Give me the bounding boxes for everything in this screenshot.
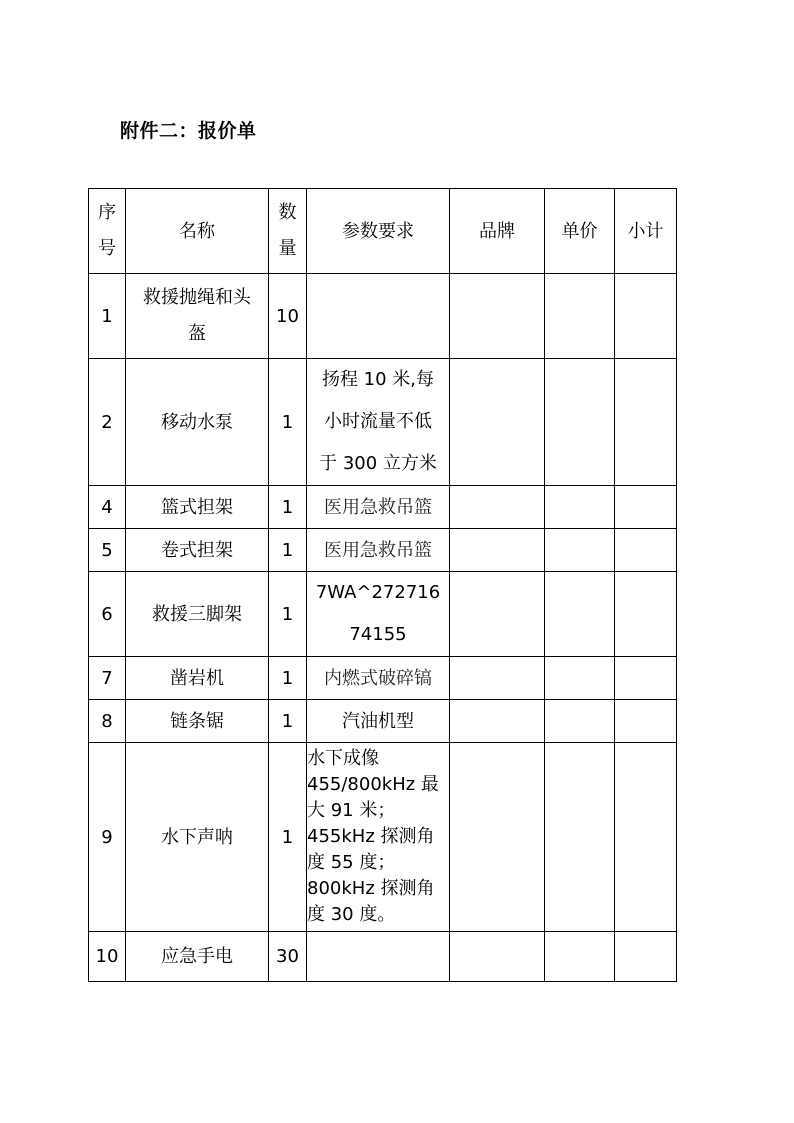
cell-seq: 6 bbox=[89, 572, 126, 657]
table-row bbox=[89, 486, 677, 529]
header-spec: 参数要求 bbox=[307, 189, 450, 274]
table-row bbox=[89, 657, 677, 700]
cell-seq: 9 bbox=[89, 743, 126, 932]
cell-qty: 10 bbox=[269, 274, 307, 359]
table-row bbox=[89, 932, 677, 982]
cell-brand bbox=[450, 359, 545, 486]
cell-unit-price bbox=[545, 486, 615, 529]
cell-spec: 7WA^272716 74155 bbox=[307, 572, 450, 657]
table-row bbox=[89, 359, 677, 486]
cell-unit-price bbox=[545, 700, 615, 743]
cell-subtotal bbox=[615, 932, 677, 982]
cell-name: 救援三脚架 bbox=[126, 572, 269, 657]
cell-spec: 医用急救吊篮 bbox=[307, 486, 450, 529]
header-brand: 品牌 bbox=[450, 189, 545, 274]
cell-seq: 4 bbox=[89, 486, 126, 529]
cell-qty: 1 bbox=[269, 743, 307, 932]
header-name: 名称 bbox=[126, 189, 269, 274]
cell-qty: 1 bbox=[269, 572, 307, 657]
table-row bbox=[89, 743, 677, 932]
cell-subtotal bbox=[615, 743, 677, 932]
header-unit-price: 单价 bbox=[545, 189, 615, 274]
cell-spec: 扬程 10 米,每 小时流量不低 于 300 立方米 bbox=[307, 359, 450, 486]
cell-seq: 1 bbox=[89, 274, 126, 359]
cell-name: 救援抛绳和头 盔 bbox=[126, 274, 269, 359]
cell-name: 篮式担架 bbox=[126, 486, 269, 529]
cell-subtotal bbox=[615, 529, 677, 572]
cell-seq: 2 bbox=[89, 359, 126, 486]
cell-subtotal bbox=[615, 274, 677, 359]
cell-qty: 1 bbox=[269, 359, 307, 486]
header-subtotal: 小计 bbox=[615, 189, 677, 274]
cell-spec bbox=[307, 932, 450, 982]
cell-qty: 1 bbox=[269, 700, 307, 743]
cell-name: 应急手电 bbox=[126, 932, 269, 982]
cell-brand bbox=[450, 486, 545, 529]
cell-qty: 1 bbox=[269, 529, 307, 572]
cell-seq: 8 bbox=[89, 700, 126, 743]
cell-name: 卷式担架 bbox=[126, 529, 269, 572]
cell-seq: 7 bbox=[89, 657, 126, 700]
table-row bbox=[89, 700, 677, 743]
cell-spec: 内燃式破碎镐 bbox=[307, 657, 450, 700]
cell-unit-price bbox=[545, 529, 615, 572]
header-qty: 数 量 bbox=[269, 189, 307, 274]
cell-subtotal bbox=[615, 359, 677, 486]
cell-unit-price bbox=[545, 572, 615, 657]
cell-seq: 10 bbox=[89, 932, 126, 982]
cell-subtotal bbox=[615, 572, 677, 657]
table-row bbox=[89, 529, 677, 572]
cell-brand bbox=[450, 529, 545, 572]
table-header-row bbox=[89, 189, 677, 274]
cell-brand bbox=[450, 743, 545, 932]
cell-spec: 汽油机型 bbox=[307, 700, 450, 743]
cell-unit-price bbox=[545, 274, 615, 359]
cell-subtotal bbox=[615, 700, 677, 743]
cell-unit-price bbox=[545, 359, 615, 486]
page-title: 附件二：报价单 bbox=[120, 120, 257, 142]
cell-unit-price bbox=[545, 657, 615, 700]
header-seq: 序 号 bbox=[89, 189, 126, 274]
cell-name: 水下声呐 bbox=[126, 743, 269, 932]
cell-spec: 水下成像 455/800kHz 最 大 91 米； 455kHz 探测角 度 55 度； 800kHz 探测角 度 30 度。 bbox=[307, 743, 450, 932]
cell-spec: 医用急救吊篮 bbox=[307, 529, 450, 572]
cell-brand bbox=[450, 700, 545, 743]
cell-brand bbox=[450, 657, 545, 700]
cell-qty: 30 bbox=[269, 932, 307, 982]
table-row bbox=[89, 274, 677, 359]
cell-brand bbox=[450, 932, 545, 982]
cell-name: 凿岩机 bbox=[126, 657, 269, 700]
cell-brand bbox=[450, 274, 545, 359]
cell-qty: 1 bbox=[269, 657, 307, 700]
cell-brand bbox=[450, 572, 545, 657]
cell-unit-price bbox=[545, 743, 615, 932]
cell-subtotal bbox=[615, 486, 677, 529]
cell-name: 移动水泵 bbox=[126, 359, 269, 486]
cell-spec bbox=[307, 274, 450, 359]
cell-qty: 1 bbox=[269, 486, 307, 529]
table-row bbox=[89, 572, 677, 657]
cell-seq: 5 bbox=[89, 529, 126, 572]
cell-unit-price bbox=[545, 932, 615, 982]
quotation-table bbox=[88, 188, 677, 982]
cell-name: 链条锯 bbox=[126, 700, 269, 743]
cell-subtotal bbox=[615, 657, 677, 700]
